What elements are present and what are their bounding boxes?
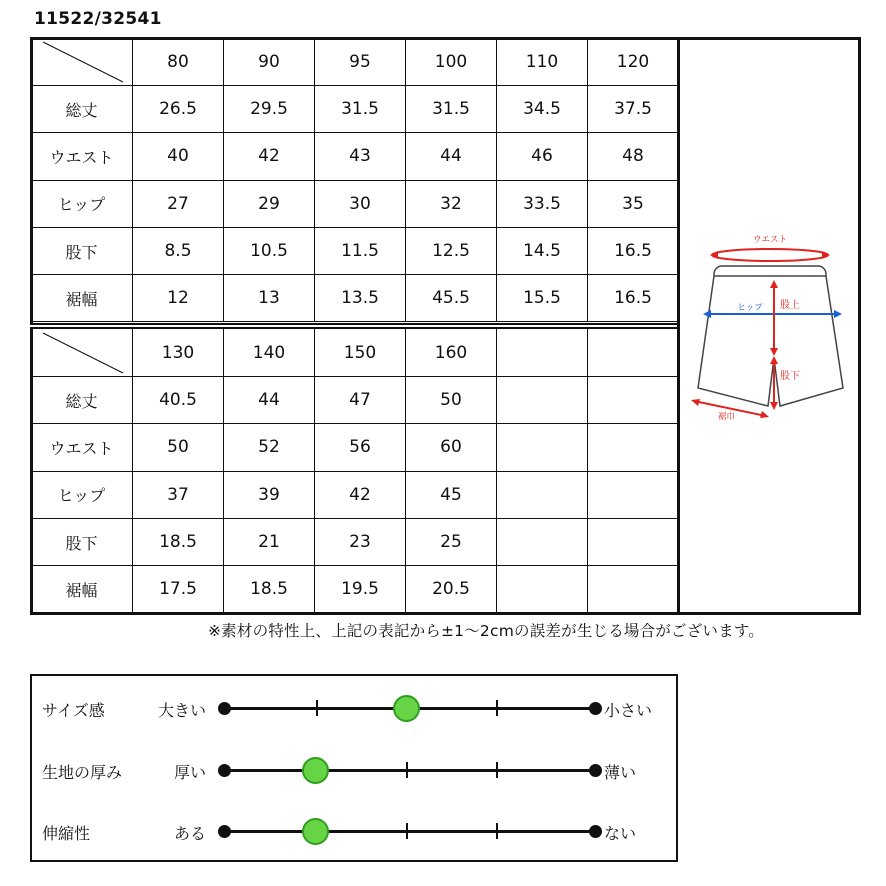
measurement-value: 26.5 [133, 86, 224, 133]
measurement-value: 45.5 [406, 275, 497, 322]
measurement-value: 18.5 [133, 518, 224, 565]
scale-end-dot [589, 764, 602, 777]
feel-scale-track [224, 811, 596, 851]
table-row [31, 566, 679, 613]
size-header-cell: 90 [224, 38, 315, 86]
measurement-value [588, 566, 679, 613]
waist-label: ウエスト [752, 235, 788, 245]
size-header-cell: 130 [133, 329, 224, 377]
measurement-value: 50 [133, 424, 224, 471]
measurement-value: 10.5 [224, 227, 315, 274]
measurement-value [588, 471, 679, 518]
scale-start-dot [218, 702, 231, 715]
measurement-value: 56 [315, 424, 406, 471]
measurement-value: 31.5 [406, 86, 497, 133]
measurement-value [497, 518, 588, 565]
measurement-value: 11.5 [315, 227, 406, 274]
measurement-value: 25 [406, 518, 497, 565]
measurement-value: 17.5 [133, 566, 224, 613]
measurement-value: 12 [133, 275, 224, 322]
measurement-label: ウエスト [31, 424, 133, 471]
hem-label: 裾巾 [718, 412, 736, 422]
table-row [31, 377, 679, 424]
size-table-part2 [30, 328, 679, 613]
table-row [31, 180, 679, 227]
size-header-row [31, 38, 679, 86]
hip-arrow-right [834, 310, 842, 318]
measurement-label: ヒップ [31, 471, 133, 518]
scale-tick [496, 762, 498, 778]
measurement-value [497, 424, 588, 471]
size-table-part1 [30, 37, 679, 322]
measurement-label: ウエスト [31, 133, 133, 180]
inseam-label: 股下 [780, 371, 800, 382]
scale-end-dot [589, 702, 602, 715]
measurement-note: ※素材の特性上、上記の表記から±1～2cmの誤差が生じる場合がございます。 [208, 622, 764, 640]
measurement-value: 27 [133, 180, 224, 227]
measurement-value: 30 [315, 180, 406, 227]
measurement-value: 50 [406, 377, 497, 424]
measurement-value: 37 [133, 471, 224, 518]
measurement-value: 19.5 [315, 566, 406, 613]
feel-left-label: 大きい [157, 701, 206, 720]
corner-diagonal-cell [31, 38, 133, 86]
hem-arrow-right [760, 411, 769, 418]
feel-scale-track [224, 750, 596, 790]
size-header-cell: 110 [497, 38, 588, 86]
feel-attribute-label: 伸縮性 [42, 824, 91, 843]
measurement-value [588, 518, 679, 565]
measurement-value: 42 [315, 471, 406, 518]
measurement-value: 37.5 [588, 86, 679, 133]
table-row [31, 424, 679, 471]
hip-label: ヒップ [737, 303, 763, 313]
measurement-value: 31.5 [315, 86, 406, 133]
fit-feel-panel [30, 674, 678, 862]
scale-tick [406, 762, 408, 778]
measurement-value: 43 [315, 133, 406, 180]
feel-attribute-label: 生地の厚み [42, 763, 123, 782]
feel-scale-track [224, 688, 596, 728]
measurement-value: 29 [224, 180, 315, 227]
feel-right-label: ない [604, 824, 637, 843]
scale-level-marker [302, 757, 329, 784]
table-row [31, 133, 679, 180]
measurement-value: 40.5 [133, 377, 224, 424]
size-header-cell: 100 [406, 38, 497, 86]
measurement-value [588, 377, 679, 424]
hem-arrow-left [691, 399, 700, 406]
measurement-value: 39 [224, 471, 315, 518]
table-row [31, 227, 679, 274]
measurement-value: 32 [406, 180, 497, 227]
measurement-value: 15.5 [497, 275, 588, 322]
measurement-value: 48 [588, 133, 679, 180]
inseam-arrow-bottom [770, 402, 778, 410]
measurement-value: 33.5 [497, 180, 588, 227]
table-row [31, 518, 679, 565]
size-header-cell [588, 329, 679, 377]
measurement-value: 13.5 [315, 275, 406, 322]
measurement-value: 8.5 [133, 227, 224, 274]
measurement-value: 35 [588, 180, 679, 227]
measurement-value: 40 [133, 133, 224, 180]
measurement-label: 股下 [31, 518, 133, 565]
measurement-value [497, 566, 588, 613]
waist-arrow-right [822, 251, 830, 259]
feel-attribute-label: サイズ感 [42, 701, 105, 720]
table-row [31, 86, 679, 133]
measurement-value: 29.5 [224, 86, 315, 133]
scale-level-marker [302, 818, 329, 845]
measurement-value: 60 [406, 424, 497, 471]
fit-feel-row [32, 750, 676, 790]
fit-feel-row [32, 811, 676, 851]
scale-tick [406, 823, 408, 839]
measurement-label: 裾幅 [31, 275, 133, 322]
size-header-cell: 150 [315, 329, 406, 377]
table-row [31, 275, 679, 322]
measurement-value: 46 [497, 133, 588, 180]
scale-end-dot [589, 825, 602, 838]
measurement-value: 21 [224, 518, 315, 565]
measurement-value [497, 471, 588, 518]
shorts-measurement-diagram [688, 228, 848, 428]
measurement-value: 42 [224, 133, 315, 180]
feel-left-label: ある [173, 824, 206, 843]
size-header-cell [497, 329, 588, 377]
product-code: 11522/32541 [34, 9, 162, 29]
measurement-value: 13 [224, 275, 315, 322]
rise-label: 股上 [780, 300, 800, 311]
size-header-cell: 80 [133, 38, 224, 86]
waist-measure-ellipse [712, 249, 828, 261]
feel-left-label: 厚い [173, 763, 206, 782]
waist-arrow-left [710, 251, 718, 259]
scale-tick [496, 823, 498, 839]
scale-line [224, 769, 596, 772]
measurement-label: ヒップ [31, 180, 133, 227]
feel-right-label: 小さい [604, 701, 653, 720]
measurement-label: 総丈 [31, 86, 133, 133]
measurement-value: 44 [406, 133, 497, 180]
measurement-label: 総丈 [31, 377, 133, 424]
measurement-value: 47 [315, 377, 406, 424]
size-header-row [31, 329, 679, 377]
scale-level-marker [393, 695, 420, 722]
scale-tick [496, 700, 498, 716]
measurement-value: 14.5 [497, 227, 588, 274]
table-row [31, 471, 679, 518]
measurement-label: 股下 [31, 227, 133, 274]
measurement-value: 18.5 [224, 566, 315, 613]
scale-start-dot [218, 825, 231, 838]
table-right-border [677, 37, 680, 615]
corner-diagonal-cell [31, 329, 133, 377]
measurement-value: 23 [315, 518, 406, 565]
size-header-cell: 95 [315, 38, 406, 86]
measurement-value: 34.5 [497, 86, 588, 133]
measurement-value: 52 [224, 424, 315, 471]
measurement-value: 44 [224, 377, 315, 424]
measurement-value: 12.5 [406, 227, 497, 274]
scale-line [224, 830, 596, 833]
shorts-outline [698, 276, 843, 406]
measurement-value: 45 [406, 471, 497, 518]
measurement-value [497, 377, 588, 424]
scale-tick [316, 700, 318, 716]
size-header-cell: 140 [224, 329, 315, 377]
measurement-value: 16.5 [588, 227, 679, 274]
measurement-value: 20.5 [406, 566, 497, 613]
hip-arrow-left [703, 310, 711, 318]
size-header-cell: 160 [406, 329, 497, 377]
feel-right-label: 薄い [604, 763, 637, 782]
scale-start-dot [218, 764, 231, 777]
measurement-value [588, 424, 679, 471]
size-header-cell: 120 [588, 38, 679, 86]
measurement-label: 裾幅 [31, 566, 133, 613]
measurement-value: 16.5 [588, 275, 679, 322]
fit-feel-row [32, 688, 676, 728]
